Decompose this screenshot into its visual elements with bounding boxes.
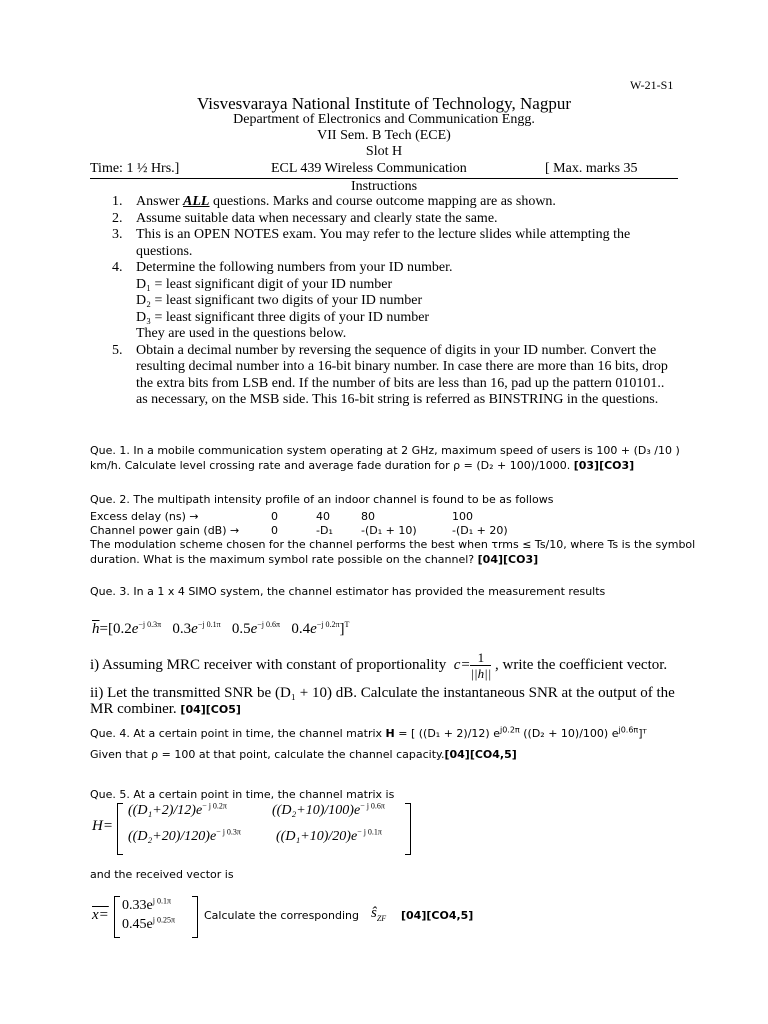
semester: VII Sem. B Tech (ECE) — [317, 128, 451, 143]
question-2-intro: Que. 2. The multipath intensity profile of an indoor channel is found to be as follows — [90, 493, 554, 506]
instruction-item: 1. Answer ALL questions. Marks and course outcome mapping are as shown. — [112, 194, 556, 209]
instruction-item: 2. Assume suitable data when necessary and clearly state the same. — [112, 210, 498, 226]
q2-row1-cell: 40 — [316, 510, 330, 523]
received-vector-intro: and the received vector is — [90, 868, 234, 881]
h-vector-equation: $\overline{h}=[0.2e^{-j 0.3\pi}$ $0.3e^{-j 0.1\pi}$ $0.5e^{-j 0.6\pi}$ $0.4e^{-j 0.2\pi}]^T$ — [92, 620, 350, 637]
q3-part1: i) Assuming MRC receiver with constant of proportionality c= $\frac{1}{||h||}$ , write the coefficient vector. — [90, 650, 668, 681]
q2-row1-cell: 0 — [271, 510, 278, 523]
calc-text: Calculate the corresponding — [204, 909, 359, 922]
matrix-cell: $((D_1+2)/12)e^{- j 0.2\pi}$ — [128, 801, 227, 818]
question-5-intro: Que. 5. At a certain point in time, the channel matrix is — [90, 788, 395, 801]
exam-time: Time: 1 ½ Hrs.] — [90, 161, 180, 176]
vector-cell: $0.45e^{j 0.25\pi}$ — [122, 915, 175, 932]
q4-marks: [04][CO4,5] — [444, 748, 517, 761]
q2-marks: [04][CO3] — [477, 552, 539, 566]
d3-definition: D₃ = least significant three digits of your ID number — [136, 309, 430, 325]
q2-row2-cell: -(D₁ + 10) — [361, 524, 417, 537]
q2-row1-label: Excess delay (ns) → — [90, 510, 199, 523]
q3-part2: ii) Let the transmitted SNR be (D₁ + 10) dB. Calculate the instantaneous SNR at the output of the MR combiner. [04][CO5] — [90, 685, 675, 717]
matrix-cell: $((D_2+10)/100)e^{- j 0.6\pi}$ — [272, 801, 385, 818]
usage-note: They are used in the questions below. — [136, 326, 347, 341]
matrix-cell: $((D_2+20)/120)e^{- j 0.3\pi}$ — [128, 827, 241, 844]
instructions-list — [112, 194, 682, 409]
d2-definition: D₂ = least significant two digits of your ID number — [136, 293, 423, 308]
instructions-title: Instructions — [350, 179, 418, 194]
course-name: ECL 439 Wireless Communication — [271, 161, 467, 176]
institute-name: Visvesvaraya National Institute of Technology, Nagpur — [196, 94, 572, 113]
matrix-cell: $((D_1+10)/20)e^{- j 0.1\pi}$ — [276, 827, 382, 844]
q2-row2-cell: -D₁ — [316, 524, 333, 537]
question-2-text: The modulation scheme chosen for the channel performs the best when τrms ≤ Ts/10, where Ts is the symbol duration. What is the maximum symbol rate possible on the channel? [04][CO3] — [90, 538, 696, 566]
q2-row1-cell: 80 — [361, 510, 375, 523]
vector-left-bracket — [114, 896, 120, 938]
h-matrix-label: H= — [92, 818, 113, 834]
vector-cell: $0.33e^{j 0.1\pi}$ — [122, 896, 171, 913]
q3-marks: [04][CO5] — [180, 703, 241, 716]
instruction-item: 5. Obtain a decimal number by reversing the sequence of digits in your ID number. Convert the resulting decimal number into a 16-bit binary number. In case there are more than 16 bits, drop the extra bits from LSB end. If the number of bits are less than 16, pad up the pattern 010101.. as necessary, on the MSB side. This 16-bit string is referred as BINSTRING in the questions. — [112, 342, 668, 407]
q5-marks: [04][CO4,5] — [401, 909, 474, 922]
emphasis-all: ALL — [183, 194, 210, 209]
q2-row2-label: Channel power gain (dB) → — [90, 524, 240, 537]
slot: Slot H — [365, 144, 403, 159]
question-4-line2: Given that ρ = 100 at that point, calculate the channel capacity.[04][CO4,5] — [90, 748, 517, 761]
c-fraction: $\frac{1}{||h||}$ — [470, 650, 492, 681]
matrix-left-bracket — [117, 803, 123, 855]
q2-row2-cell: -(D₁ + 20) — [452, 524, 508, 537]
q1-marks: [03][CO3] — [573, 458, 635, 472]
matrix-right-bracket — [405, 803, 411, 855]
vector-right-bracket — [192, 896, 198, 938]
question-4-line1: Que. 4. At a certain point in time, the channel matrix H = [ ((D₁ + 2)/12) $e^{j0.2\pi}$ ((D₂ + 10)/100) $e^{j0.6\pi}]ᵀ$ — [90, 725, 647, 740]
paper-code: W-21-S1 — [630, 78, 674, 92]
x-vector-label: x= — [92, 907, 109, 923]
question-3-intro: Que. 3. In a 1 x 4 SIMO system, the channel estimator has provided the measurement results — [90, 585, 606, 598]
d1-definition: D₁ = least significant digit of your ID number — [136, 276, 393, 292]
q2-row1-cell: 100 — [452, 510, 473, 523]
s-zf-symbol: $ŝ_{ZF}$ — [371, 905, 387, 923]
question-1: Que. 1. In a mobile communication system operating at 2 GHz, maximum speed of users is 100 + (D₃ /10 ) km/h. Calculate level crossing rate and average fade duration for ρ = (D₂ + 100)/1000. [03][CO3] — [90, 444, 680, 472]
instruction-item: 3. This is an OPEN NOTES exam. You may refer to the lecture slides while attempting the questions. — [112, 227, 631, 259]
max-marks: [ Max. marks 35 — [545, 161, 638, 176]
q2-row2-cell: 0 — [271, 524, 278, 537]
department-name: Department of Electronics and Communication Engg. — [233, 112, 535, 127]
instruction-item: 4. Determine the following numbers from your ID number. D₁ = least significant digit of your ID number D₂ = least significant two digits of your ID number D₃ = least significant three digits of your ID number They are used in the questions below. — [112, 260, 682, 343]
